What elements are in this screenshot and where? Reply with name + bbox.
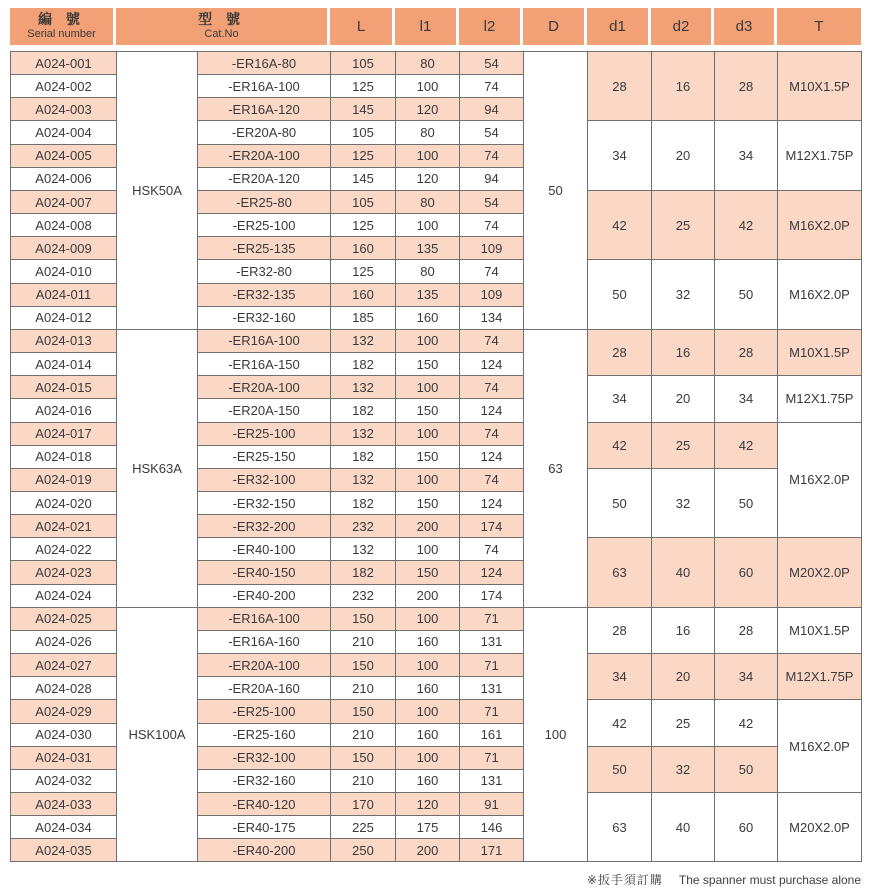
dim-d3-cell: 34 <box>715 376 778 422</box>
catno-cell: -ER16A-80 <box>198 52 331 75</box>
holder-group-cell: HSK100A <box>117 607 198 862</box>
serial-cell: A024-002 <box>11 75 117 98</box>
catno-cell: -ER25-160 <box>198 723 331 746</box>
dim-L-cell: 232 <box>331 584 396 607</box>
dim-L-cell: 185 <box>331 306 396 329</box>
spec-table-body <box>11 52 862 862</box>
catno-cell: -ER32-150 <box>198 491 331 514</box>
dim-d2-cell: 25 <box>652 422 715 468</box>
dim-l2-cell: 131 <box>460 677 524 700</box>
dim-d3-cell: 34 <box>715 121 778 190</box>
dim-l1-cell: 100 <box>396 214 460 237</box>
catno-cell: -ER25-135 <box>198 237 331 260</box>
catno-cell: -ER20A-100 <box>198 654 331 677</box>
dim-l2-cell: 71 <box>460 607 524 630</box>
catno-cell: -ER20A-100 <box>198 376 331 399</box>
catno-cell: -ER40-150 <box>198 561 331 584</box>
dim-L-cell: 125 <box>331 214 396 237</box>
holder-group-cell: HSK63A <box>117 329 198 607</box>
dim-l1-cell: 100 <box>396 538 460 561</box>
catno-cell: -ER16A-120 <box>198 98 331 121</box>
dim-L-cell: 170 <box>331 793 396 816</box>
header-row <box>10 8 861 45</box>
catno-cell: -ER25-100 <box>198 214 331 237</box>
dim-l1-cell: 160 <box>396 630 460 653</box>
col-header-L: L <box>330 8 395 45</box>
footnote <box>10 871 861 888</box>
dim-l2-cell: 74 <box>460 538 524 561</box>
serial-cell: A024-022 <box>11 538 117 561</box>
dim-T-cell: M12X1.75P <box>778 376 862 422</box>
dim-l2-cell: 74 <box>460 376 524 399</box>
col-header-l2: l2 <box>459 8 523 45</box>
dim-T-cell: M16X2.0P <box>778 190 862 259</box>
dim-L-cell: 232 <box>331 515 396 538</box>
dim-d2-cell: 32 <box>652 468 715 537</box>
serial-cell: A024-032 <box>11 769 117 792</box>
dim-l1-cell: 100 <box>396 607 460 630</box>
dim-l1-cell: 150 <box>396 561 460 584</box>
serial-cell: A024-009 <box>11 237 117 260</box>
catno-cell: -ER40-175 <box>198 816 331 839</box>
dim-l2-cell: 74 <box>460 75 524 98</box>
dim-l2-cell: 94 <box>460 98 524 121</box>
dim-L-cell: 210 <box>331 769 396 792</box>
dim-d3-cell: 28 <box>715 607 778 653</box>
dim-l1-cell: 200 <box>396 515 460 538</box>
col-header-catno <box>116 8 330 45</box>
dim-d2-cell: 25 <box>652 700 715 746</box>
dim-d2-cell: 20 <box>652 121 715 190</box>
dim-l2-cell: 54 <box>460 190 524 213</box>
catno-cell: -ER25-150 <box>198 445 331 468</box>
dim-l2-cell: 71 <box>460 700 524 723</box>
catno-cell: -ER32-135 <box>198 283 331 306</box>
catno-cell: -ER40-120 <box>198 793 331 816</box>
catno-cell: -ER32-100 <box>198 746 331 769</box>
dim-l1-cell: 100 <box>396 468 460 491</box>
dim-L-cell: 145 <box>331 167 396 190</box>
dim-l1-cell: 160 <box>396 769 460 792</box>
dim-d2-cell: 40 <box>652 793 715 862</box>
dim-D-cell: 50 <box>524 52 588 330</box>
dim-l1-cell: 80 <box>396 260 460 283</box>
catno-cell: -ER40-100 <box>198 538 331 561</box>
catno-cell: -ER32-160 <box>198 306 331 329</box>
dim-d3-cell: 50 <box>715 468 778 537</box>
dim-l1-cell: 80 <box>396 190 460 213</box>
serial-cell: A024-026 <box>11 630 117 653</box>
dim-l2-cell: 124 <box>460 399 524 422</box>
dim-l1-cell: 80 <box>396 52 460 75</box>
serial-cell: A024-017 <box>11 422 117 445</box>
dim-l1-cell: 100 <box>396 746 460 769</box>
dim-l2-cell: 174 <box>460 584 524 607</box>
dim-l1-cell: 150 <box>396 491 460 514</box>
dim-d3-cell: 50 <box>715 260 778 329</box>
dim-l1-cell: 200 <box>396 839 460 862</box>
dim-l2-cell: 74 <box>460 329 524 352</box>
dim-l2-cell: 109 <box>460 283 524 306</box>
dim-l2-cell: 134 <box>460 306 524 329</box>
col-header-d1: d1 <box>587 8 651 45</box>
col-header-d3: d3 <box>714 8 777 45</box>
serial-cell: A024-029 <box>11 700 117 723</box>
dim-l1-cell: 120 <box>396 793 460 816</box>
serial-cell: A024-003 <box>11 98 117 121</box>
dim-l2-cell: 94 <box>460 167 524 190</box>
dim-l2-cell: 74 <box>460 260 524 283</box>
dim-l1-cell: 100 <box>396 654 460 677</box>
dim-L-cell: 182 <box>331 445 396 468</box>
dim-l2-cell: 109 <box>460 237 524 260</box>
footnote-en: The spanner must purchase alone <box>678 873 861 887</box>
dim-l2-cell: 161 <box>460 723 524 746</box>
dim-l2-cell: 146 <box>460 816 524 839</box>
serial-cell: A024-030 <box>11 723 117 746</box>
dim-L-cell: 160 <box>331 237 396 260</box>
dim-l2-cell: 171 <box>460 839 524 862</box>
dim-d1-cell: 50 <box>588 468 652 537</box>
dim-d1-cell: 50 <box>588 746 652 792</box>
serial-cell: A024-025 <box>11 607 117 630</box>
dim-D-cell: 63 <box>524 329 588 607</box>
spec-table-header <box>10 8 861 45</box>
dim-d2-cell: 40 <box>652 538 715 607</box>
dim-d1-cell: 42 <box>588 190 652 259</box>
dim-d1-cell: 28 <box>588 607 652 653</box>
catno-cell: -ER40-200 <box>198 584 331 607</box>
dim-L-cell: 125 <box>331 144 396 167</box>
catno-cell: -ER16A-150 <box>198 353 331 376</box>
catno-cell: -ER25-80 <box>198 190 331 213</box>
serial-cell: A024-027 <box>11 654 117 677</box>
dim-L-cell: 132 <box>331 468 396 491</box>
serial-cell: A024-023 <box>11 561 117 584</box>
dim-L-cell: 160 <box>331 283 396 306</box>
catno-cell: -ER16A-100 <box>198 329 331 352</box>
table-row <box>11 329 862 352</box>
dim-L-cell: 105 <box>331 121 396 144</box>
catno-cell: -ER32-80 <box>198 260 331 283</box>
dim-l2-cell: 54 <box>460 52 524 75</box>
dim-L-cell: 210 <box>331 723 396 746</box>
dim-L-cell: 182 <box>331 353 396 376</box>
dim-T-cell: M12X1.75P <box>778 121 862 190</box>
dim-l2-cell: 54 <box>460 121 524 144</box>
table-row <box>11 607 862 630</box>
dim-d1-cell: 34 <box>588 121 652 190</box>
dim-T-cell: M16X2.0P <box>778 700 862 793</box>
serial-cell: A024-008 <box>11 214 117 237</box>
dim-L-cell: 125 <box>331 75 396 98</box>
catno-cell: -ER20A-150 <box>198 399 331 422</box>
serial-cell: A024-018 <box>11 445 117 468</box>
serial-cell: A024-007 <box>11 190 117 213</box>
serial-cell: A024-028 <box>11 677 117 700</box>
spec-table <box>10 51 862 862</box>
dim-l2-cell: 124 <box>460 561 524 584</box>
dim-l2-cell: 131 <box>460 630 524 653</box>
dim-d3-cell: 42 <box>715 422 778 468</box>
serial-cell: A024-004 <box>11 121 117 144</box>
dim-T-cell: M20X2.0P <box>778 538 862 607</box>
dim-l1-cell: 150 <box>396 445 460 468</box>
serial-cell: A024-013 <box>11 329 117 352</box>
dim-l2-cell: 74 <box>460 468 524 491</box>
catno-cell: -ER20A-120 <box>198 167 331 190</box>
dim-d1-cell: 34 <box>588 654 652 700</box>
catno-cell: -ER25-100 <box>198 422 331 445</box>
dim-l1-cell: 120 <box>396 98 460 121</box>
col-header-catno-en: Cat.No <box>204 28 239 40</box>
dim-l2-cell: 124 <box>460 445 524 468</box>
serial-cell: A024-034 <box>11 816 117 839</box>
col-header-serial-zh: 編 號 <box>38 11 85 27</box>
dim-d3-cell: 42 <box>715 190 778 259</box>
serial-cell: A024-006 <box>11 167 117 190</box>
col-header-D: D <box>523 8 587 45</box>
serial-cell: A024-033 <box>11 793 117 816</box>
dim-d3-cell: 42 <box>715 700 778 746</box>
dim-l1-cell: 135 <box>396 283 460 306</box>
dim-l1-cell: 80 <box>396 121 460 144</box>
catno-cell: -ER20A-160 <box>198 677 331 700</box>
dim-d1-cell: 28 <box>588 329 652 375</box>
dim-l1-cell: 100 <box>396 376 460 399</box>
dim-L-cell: 150 <box>331 654 396 677</box>
dim-d3-cell: 34 <box>715 654 778 700</box>
col-header-l1: l1 <box>395 8 459 45</box>
dim-T-cell: M12X1.75P <box>778 654 862 700</box>
dim-l1-cell: 160 <box>396 723 460 746</box>
dim-l2-cell: 74 <box>460 144 524 167</box>
col-header-d2: d2 <box>651 8 714 45</box>
dim-L-cell: 225 <box>331 816 396 839</box>
holder-group-cell: HSK50A <box>117 52 198 330</box>
catno-cell: -ER32-200 <box>198 515 331 538</box>
dim-L-cell: 150 <box>331 746 396 769</box>
footnote-zh: ※扳手須訂購 <box>586 873 663 887</box>
catno-cell: -ER16A-160 <box>198 630 331 653</box>
dim-L-cell: 182 <box>331 561 396 584</box>
dim-d1-cell: 42 <box>588 700 652 746</box>
col-header-T: T <box>777 8 861 45</box>
dim-d1-cell: 42 <box>588 422 652 468</box>
dim-l2-cell: 74 <box>460 422 524 445</box>
dim-T-cell: M10X1.5P <box>778 52 862 121</box>
dim-L-cell: 210 <box>331 630 396 653</box>
dim-L-cell: 182 <box>331 399 396 422</box>
catno-cell: -ER20A-100 <box>198 144 331 167</box>
dim-T-cell: M16X2.0P <box>778 260 862 329</box>
dim-l2-cell: 71 <box>460 654 524 677</box>
serial-cell: A024-016 <box>11 399 117 422</box>
catno-cell: -ER32-100 <box>198 468 331 491</box>
dim-T-cell: M16X2.0P <box>778 422 862 538</box>
dim-l1-cell: 120 <box>396 167 460 190</box>
table-row <box>11 52 862 75</box>
dim-l1-cell: 135 <box>396 237 460 260</box>
col-header-catno-zh: 型 號 <box>198 11 245 27</box>
serial-cell: A024-014 <box>11 353 117 376</box>
col-header-serial <box>10 8 116 45</box>
dim-L-cell: 105 <box>331 190 396 213</box>
dim-d2-cell: 25 <box>652 190 715 259</box>
dim-l2-cell: 131 <box>460 769 524 792</box>
dim-d1-cell: 63 <box>588 538 652 607</box>
dim-d2-cell: 20 <box>652 376 715 422</box>
dim-l2-cell: 124 <box>460 353 524 376</box>
dim-d2-cell: 16 <box>652 329 715 375</box>
dim-L-cell: 145 <box>331 98 396 121</box>
dim-d2-cell: 32 <box>652 260 715 329</box>
serial-cell: A024-012 <box>11 306 117 329</box>
serial-cell: A024-021 <box>11 515 117 538</box>
serial-cell: A024-010 <box>11 260 117 283</box>
dim-d1-cell: 28 <box>588 52 652 121</box>
dim-l1-cell: 150 <box>396 353 460 376</box>
dim-d2-cell: 16 <box>652 607 715 653</box>
serial-cell: A024-019 <box>11 468 117 491</box>
dim-l1-cell: 160 <box>396 677 460 700</box>
dim-d2-cell: 20 <box>652 654 715 700</box>
dim-d3-cell: 60 <box>715 538 778 607</box>
serial-cell: A024-024 <box>11 584 117 607</box>
serial-cell: A024-001 <box>11 52 117 75</box>
dim-l2-cell: 71 <box>460 746 524 769</box>
dim-L-cell: 250 <box>331 839 396 862</box>
dim-d2-cell: 16 <box>652 52 715 121</box>
serial-cell: A024-035 <box>11 839 117 862</box>
dim-T-cell: M20X2.0P <box>778 793 862 862</box>
catno-cell: -ER40-200 <box>198 839 331 862</box>
catno-cell: -ER25-100 <box>198 700 331 723</box>
dim-d3-cell: 28 <box>715 329 778 375</box>
serial-cell: A024-031 <box>11 746 117 769</box>
serial-cell: A024-020 <box>11 491 117 514</box>
dim-l1-cell: 100 <box>396 144 460 167</box>
dim-L-cell: 105 <box>331 52 396 75</box>
dim-l2-cell: 74 <box>460 214 524 237</box>
dim-L-cell: 182 <box>331 491 396 514</box>
dim-l1-cell: 100 <box>396 700 460 723</box>
serial-cell: A024-011 <box>11 283 117 306</box>
dim-L-cell: 210 <box>331 677 396 700</box>
dim-L-cell: 132 <box>331 329 396 352</box>
dim-l2-cell: 91 <box>460 793 524 816</box>
dim-d3-cell: 28 <box>715 52 778 121</box>
dim-d2-cell: 32 <box>652 746 715 792</box>
dim-L-cell: 132 <box>331 538 396 561</box>
dim-l1-cell: 160 <box>396 306 460 329</box>
dim-T-cell: M10X1.5P <box>778 329 862 375</box>
dim-l1-cell: 100 <box>396 422 460 445</box>
dim-d3-cell: 60 <box>715 793 778 862</box>
catno-cell: -ER32-160 <box>198 769 331 792</box>
dim-l1-cell: 150 <box>396 399 460 422</box>
dim-T-cell: M10X1.5P <box>778 607 862 653</box>
catno-cell: -ER16A-100 <box>198 607 331 630</box>
dim-D-cell: 100 <box>524 607 588 862</box>
dim-l2-cell: 124 <box>460 491 524 514</box>
serial-cell: A024-015 <box>11 376 117 399</box>
dim-l1-cell: 175 <box>396 816 460 839</box>
dim-L-cell: 132 <box>331 422 396 445</box>
dim-l1-cell: 100 <box>396 75 460 98</box>
catno-cell: -ER16A-100 <box>198 75 331 98</box>
dim-l2-cell: 174 <box>460 515 524 538</box>
dim-d3-cell: 50 <box>715 746 778 792</box>
dim-L-cell: 150 <box>331 607 396 630</box>
dim-L-cell: 132 <box>331 376 396 399</box>
dim-d1-cell: 63 <box>588 793 652 862</box>
col-header-serial-en: Serial number <box>27 28 96 40</box>
dim-l1-cell: 200 <box>396 584 460 607</box>
dim-l1-cell: 100 <box>396 329 460 352</box>
dim-d1-cell: 34 <box>588 376 652 422</box>
dim-L-cell: 125 <box>331 260 396 283</box>
serial-cell: A024-005 <box>11 144 117 167</box>
catno-cell: -ER20A-80 <box>198 121 331 144</box>
dim-L-cell: 150 <box>331 700 396 723</box>
dim-d1-cell: 50 <box>588 260 652 329</box>
